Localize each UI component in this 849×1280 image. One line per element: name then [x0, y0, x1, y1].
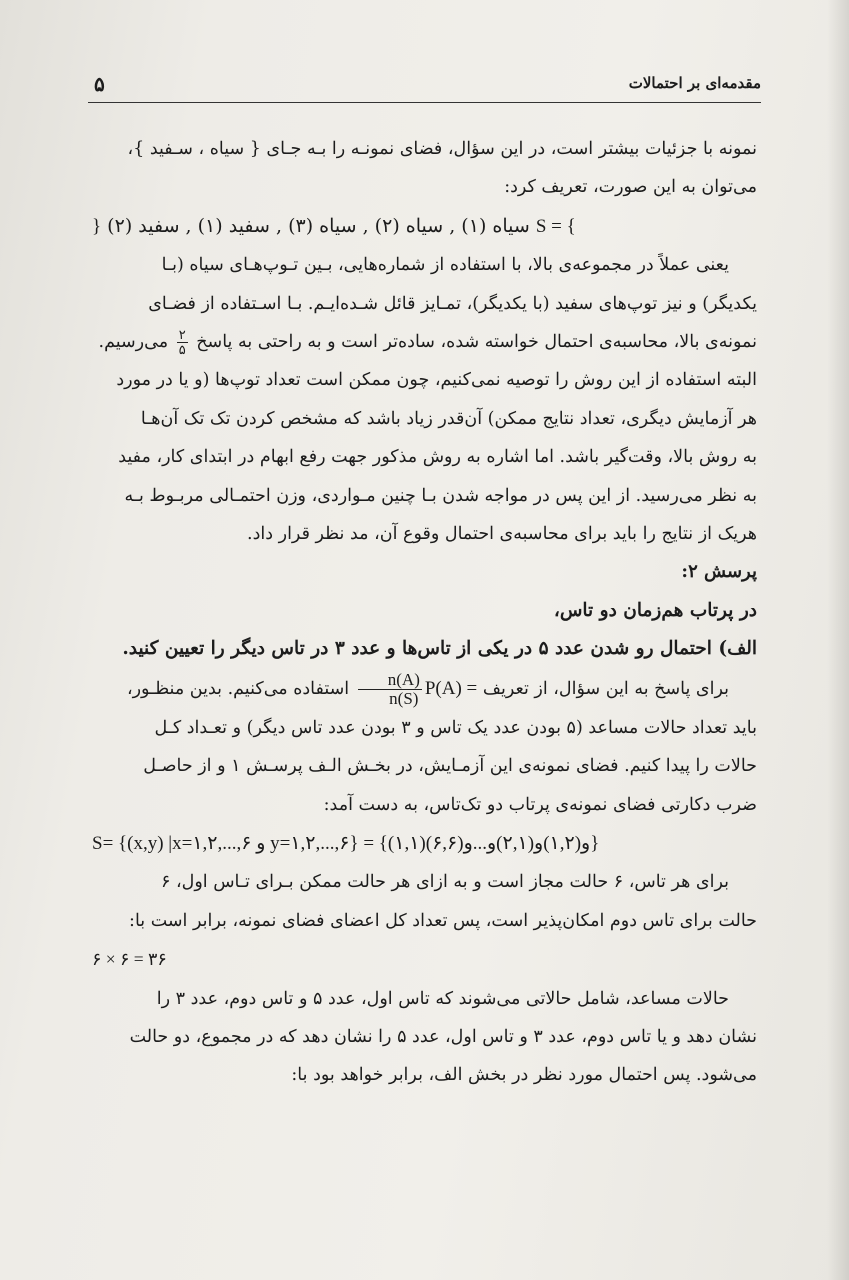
paragraph-line: هر آزمایش دیگری، تعداد نتایج ممکن) آن‌قدر زیاد باشد که مشخص کردن تک تک آن‌هـا — [140, 408, 757, 429]
fraction-denominator: ۵ — [178, 342, 186, 358]
paragraph-line: نمونه با جزئیات بیشتر است، در این سؤال، فضای نمونـه را بـه جـای { سیاه ، سـفید }، — [127, 139, 757, 159]
paragraph-line — [92, 669, 757, 709]
fraction-two-fifths — [177, 328, 188, 356]
total-outcomes-formula — [92, 940, 757, 979]
question-heading: پرسش ۲: — [681, 561, 757, 583]
page-number: ۵ — [94, 72, 105, 96]
text-segment: می‌رسیم. — [98, 332, 169, 353]
page-spine-shadow — [827, 0, 849, 1280]
formula-expression: ۶ × ۶ = ۳۶ — [92, 949, 167, 970]
paragraph-line: می‌توان به این صورت، تعریف کرد: — [504, 177, 757, 198]
paragraph-line: حالت برای تاس دوم امکان‌پذیر است، پس تعداد کل اعضای فضای نمونه، برابر است با: — [129, 910, 757, 931]
running-header — [88, 72, 761, 103]
paragraph-line: یکدیگر) و نیز توپ‌های سفید (با یکدیگر)، تمـایز قائل شـده‌ایـم. بـا اسـتفاده از فضـای — [148, 293, 757, 314]
question-part-a: الف) احتمال رو شدن عدد ۵ در یکی از تاس‌ها و عدد ۳ در تاس دیگر را تعیین کنید. — [122, 638, 757, 660]
formula-close: } — [92, 215, 102, 237]
dice-sample-space-formula — [92, 824, 757, 863]
sample-space-formula — [92, 207, 757, 246]
probability-fraction — [358, 671, 422, 708]
fraction-numerator: n(A) — [358, 671, 422, 690]
paragraph-line: می‌شود. پس احتمال مورد نظر در بخش الف، برابر خواهد بود با: — [291, 1065, 757, 1086]
fraction-numerator: ۲ — [178, 327, 186, 343]
paragraph-line — [92, 323, 757, 361]
text-segment: نمونه‌ی بالا، محاسبه‌ی احتمال خواسته شده، ساده‌تر است و به راحتی به پاسخ — [196, 332, 757, 353]
formula-expression: S= {(x,y) |x=۱,۲,...,۶ و y=۱,۲,...,۶} = {(۱,۱)و(۱,۲)و(۲,۱)و...و(۶,۶)} — [92, 832, 600, 854]
probability-formula-lhs: P(A) = — [424, 677, 478, 699]
paragraph-line: البته استفاده از این روش را توصیه نمی‌کنیم، چون ممکن است تعداد توپ‌ها (و یا در مورد — [116, 370, 757, 391]
paragraph-line: یعنی عملاً در مجموعه‌ی بالا، با استفاده از شماره‌هایی، بـین تـوپ‌هـای سیاه (بـا — [161, 255, 729, 276]
chapter-title: مقدمه‌ای بر احتمالات — [628, 74, 761, 92]
paragraph-line: حالات مساعد، شامل حالاتی می‌شوند که تاس اول، عدد ۵ و تاس دوم، عدد ۳ را — [156, 988, 729, 1009]
paragraph-line: ضرب دکارتی فضای نمونه‌ی پرتاب دو تک‌تاس، به دست آمد: — [323, 794, 757, 815]
paragraph-line: حالات را پیدا کنیم. فضای نمونه‌ی این آزمـایش، در بخـش الـف پرسـش ۱ و از حاصـل — [143, 756, 757, 777]
fraction-denominator: n(S) — [389, 688, 419, 708]
text-segment: برای پاسخ به این سؤال، از تعریف — [482, 678, 729, 699]
text-segment: استفاده می‌کنیم. بدین منظـور، — [126, 678, 350, 699]
paragraph-line: باید تعداد حالات مساعد (۵ بودن عدد یک تاس و ۳ بودن عدد تاس دیگر) و تعـداد کـل — [154, 717, 757, 738]
body-text — [92, 130, 757, 1095]
formula-lhs: S = { — [535, 215, 576, 237]
question-text: در پرتاب هم‌زمان دو تاس، — [553, 599, 757, 621]
paragraph-line: برای هر تاس، ۶ حالت مجاز است و به ازای هر حالت ممکن بـرای تـاس اول، ۶ — [160, 872, 729, 893]
formula-set-elements: سیاه (۱) , سیاه (۲) , سیاه (۳) , سفید (۱) , سفید (۲) — [107, 214, 530, 237]
paragraph-line: به روش بالا، وقت‌گیر باشد. اما اشاره به روش مذکور جهت رفع ابهام در ابتدای کار، مفید — [118, 447, 757, 468]
paragraph-line: به نظر می‌رسید. از این پس در مواجه شدن بـا چنین مـواردی، وزن احتمـالی مربـوط بـه — [124, 485, 757, 506]
paragraph-line: هریک از نتایج را باید برای محاسبه‌ی احتمال وقوع آن، مد نظر قرار داد. — [247, 524, 757, 545]
paragraph-line: نشان دهد و یا تاس دوم، عدد ۳ و تاس اول، عدد ۵ را نشان دهد که در مجموع، دو حالت — [129, 1026, 757, 1047]
